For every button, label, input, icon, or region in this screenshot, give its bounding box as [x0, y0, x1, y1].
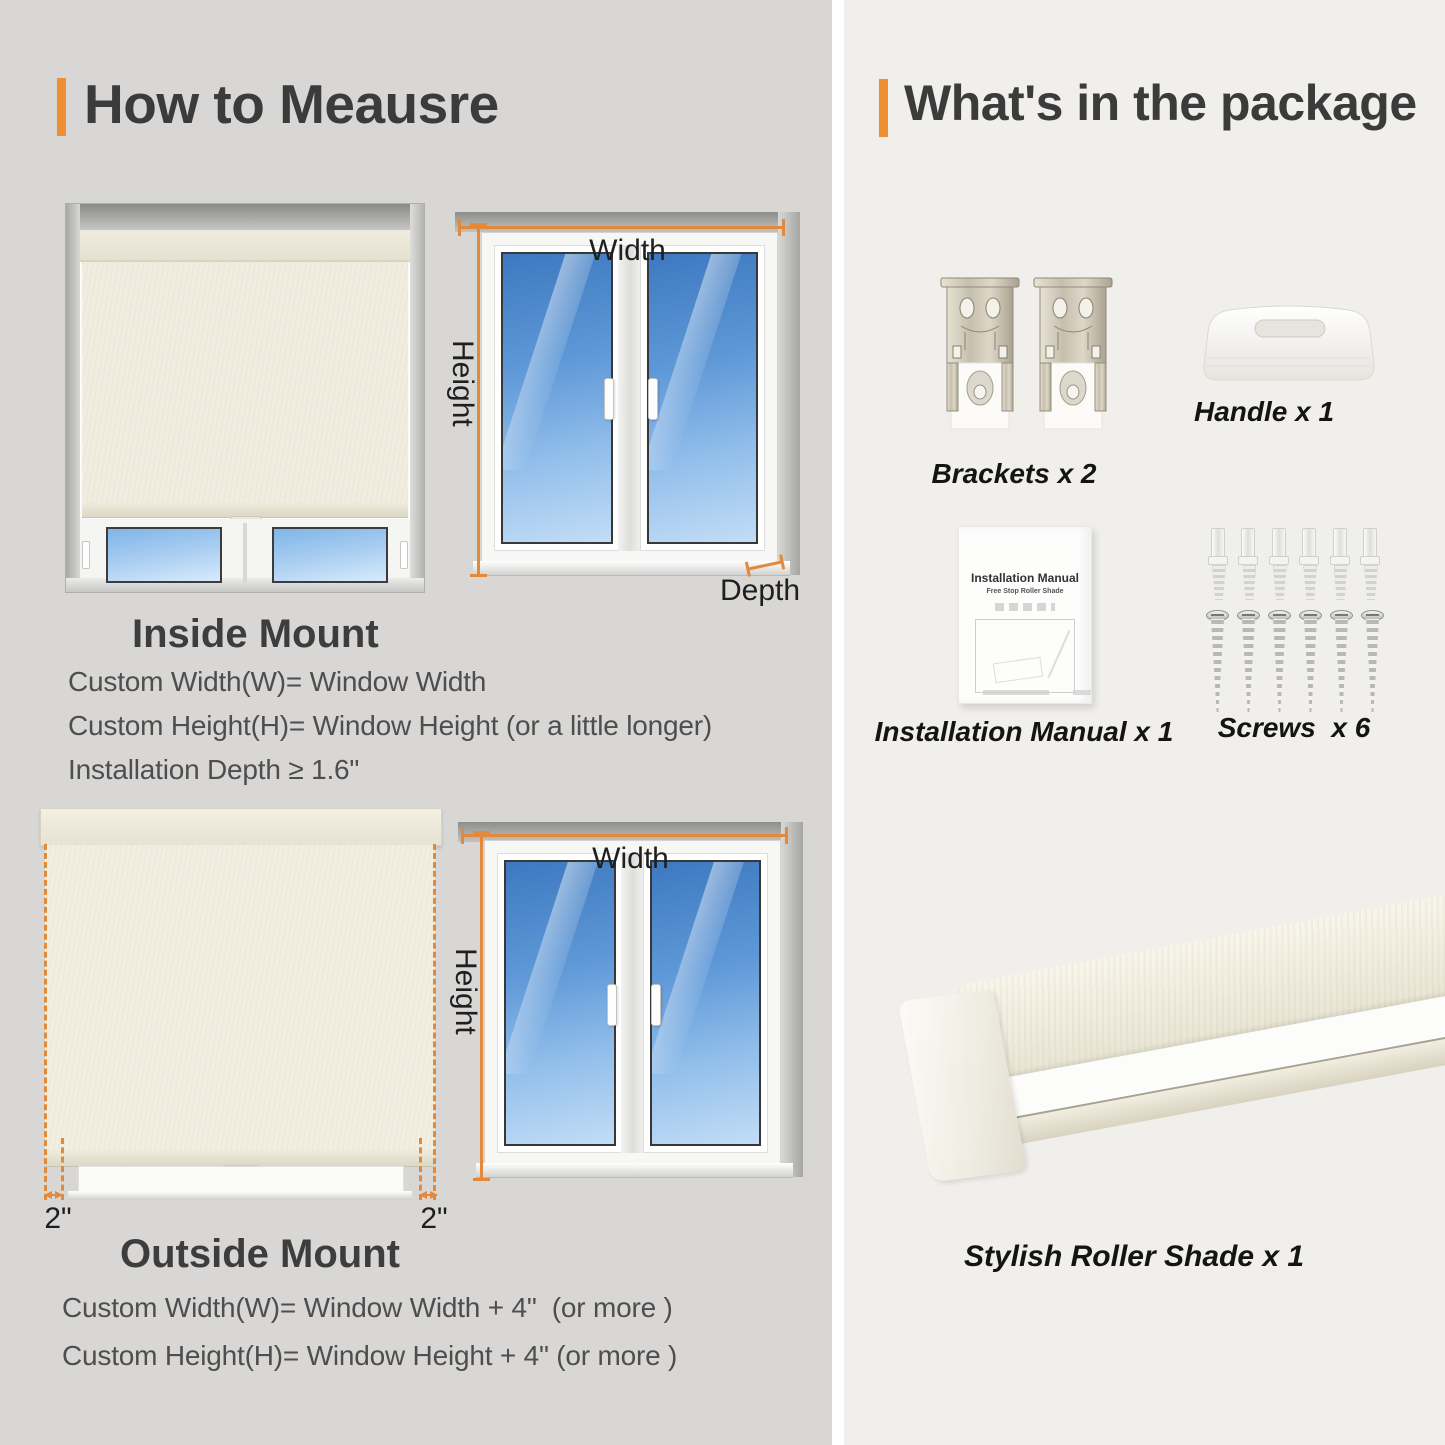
screw-icon: [1268, 610, 1291, 718]
width-arrow-icon: [459, 226, 784, 229]
window-sash-right: [643, 853, 769, 1153]
window-sill: [476, 1163, 793, 1177]
handle-label: Handle x 1: [1193, 396, 1335, 427]
window-glass: [650, 860, 762, 1146]
window-sill: [68, 1191, 412, 1200]
wall-anchor-icon: [1360, 528, 1380, 600]
outside-mount-rule-height: Custom Height(H)= Window Height + 4" (or more ): [62, 1340, 678, 1371]
section-title-measure: How to Meausre: [84, 73, 499, 135]
inside-mount-rule-width: Custom Width(W)= Window Width: [68, 666, 487, 697]
window-handle-left: [607, 984, 617, 1026]
recess-left-wall: [66, 204, 80, 592]
manual-decoration: [995, 603, 1055, 611]
screw-icon: [1237, 610, 1260, 718]
shade-label: Stylish Roller Shade x 1: [963, 1240, 1305, 1273]
bracket-icon: [1032, 276, 1114, 436]
window-pane-left: [106, 527, 222, 583]
installation-manual-booklet: [958, 526, 1092, 704]
recess-top-wall: [66, 204, 424, 230]
screw-icon: [1361, 610, 1384, 718]
window-mullion: [243, 523, 247, 583]
window-sash-left: [494, 245, 620, 551]
bracket-icon: [939, 276, 1021, 436]
width-label: Width: [592, 842, 669, 875]
package-contents-section: [844, 0, 1445, 1445]
inside-mount-heading: Inside Mount: [132, 612, 379, 656]
inside-mount-rule-depth: Installation Depth ≥ 1.6": [68, 754, 360, 785]
manual-label: Installation Manual x 1: [874, 716, 1174, 747]
window-frame: [484, 840, 781, 1166]
window-mullion: [618, 245, 642, 551]
roller-shade-bar: [901, 868, 1445, 1202]
window-sash-left: [497, 853, 623, 1153]
height-label: Height: [446, 340, 479, 427]
title-accent-bar: [57, 78, 66, 136]
window-handle-left: [82, 541, 90, 569]
screw-icon: [1330, 610, 1353, 718]
wall-anchor-icon: [1208, 528, 1228, 600]
window-sash-right: [640, 245, 766, 551]
gap-label-left: 2": [44, 1202, 72, 1235]
gap-arrow-left-icon: [45, 1194, 62, 1196]
manual-diagram-box: [975, 619, 1075, 693]
window-lower-part: [80, 519, 410, 578]
inside-mount-window-diagram: [446, 212, 801, 607]
title-accent-bar: [879, 79, 888, 137]
inside-mount-rule-height: Custom Height(H)= Window Height (or a little longer): [68, 710, 712, 741]
height-label: Height: [449, 948, 482, 1035]
window-handle-right: [651, 984, 661, 1026]
overlap-dashed-line-right-outer: [433, 844, 436, 1200]
recess-opening: [80, 230, 410, 578]
window-frame: [481, 232, 778, 564]
outside-mount-window-diagram: [449, 822, 803, 1196]
window-frame-below-shade: [78, 1166, 404, 1194]
screw-icon: [1206, 610, 1229, 718]
shade-cassette: [40, 808, 442, 846]
overlap-dashed-line-left-outer: [44, 844, 47, 1200]
outside-mount-rule-width: Custom Width(W)= Window Width + 4" (or more ): [62, 1292, 673, 1323]
recess-right-wall: [410, 204, 424, 592]
wall-anchors-group: [1208, 528, 1380, 602]
panel-divider: [832, 0, 844, 1445]
window-mullion: [621, 853, 645, 1153]
manual-subtitle: Free Stop Roller Shade: [986, 588, 1064, 595]
inside-mount-shade-diagram: [65, 203, 425, 593]
window-glass: [504, 860, 616, 1146]
window-handle-right: [400, 541, 408, 569]
recess-top-wall: [458, 822, 803, 842]
shade-fabric: [82, 262, 408, 503]
outside-mount-shade-diagram: [40, 806, 448, 1235]
window-pane-right: [272, 527, 388, 583]
handle-icon: [1201, 300, 1377, 388]
screws-group: [1206, 610, 1384, 720]
depth-label: Depth: [719, 574, 801, 607]
gap-label-right: 2": [420, 1202, 448, 1235]
window-handle-left: [604, 378, 614, 420]
window-handle-right: [648, 378, 658, 420]
wall-anchor-icon: [1330, 528, 1350, 600]
shade-fabric: [45, 845, 435, 1150]
wall-anchor-icon: [1269, 528, 1289, 600]
roller-shade-photo: [844, 856, 1445, 1236]
section-title-package: What's in the package: [904, 75, 1417, 131]
outside-mount-heading: Outside Mount: [120, 1232, 400, 1276]
manual-footnote-decoration: [959, 690, 1091, 695]
recess-top-wall: [455, 212, 800, 232]
width-label: Width: [589, 234, 666, 267]
shade-cassette: [80, 230, 410, 262]
window-sill: [473, 561, 790, 575]
window-glass: [647, 252, 759, 544]
brackets-label: Brackets x 2: [931, 458, 1097, 489]
screw-icon: [1299, 610, 1322, 718]
wall-anchor-icon: [1238, 528, 1258, 600]
width-arrow-icon: [462, 834, 787, 837]
wall-anchor-icon: [1299, 528, 1319, 600]
window-glass: [501, 252, 613, 544]
manual-title: Installation Manual: [970, 571, 1079, 585]
gap-arrow-right-icon: [420, 1194, 437, 1196]
screws-label: Screws x 6: [1217, 712, 1371, 743]
